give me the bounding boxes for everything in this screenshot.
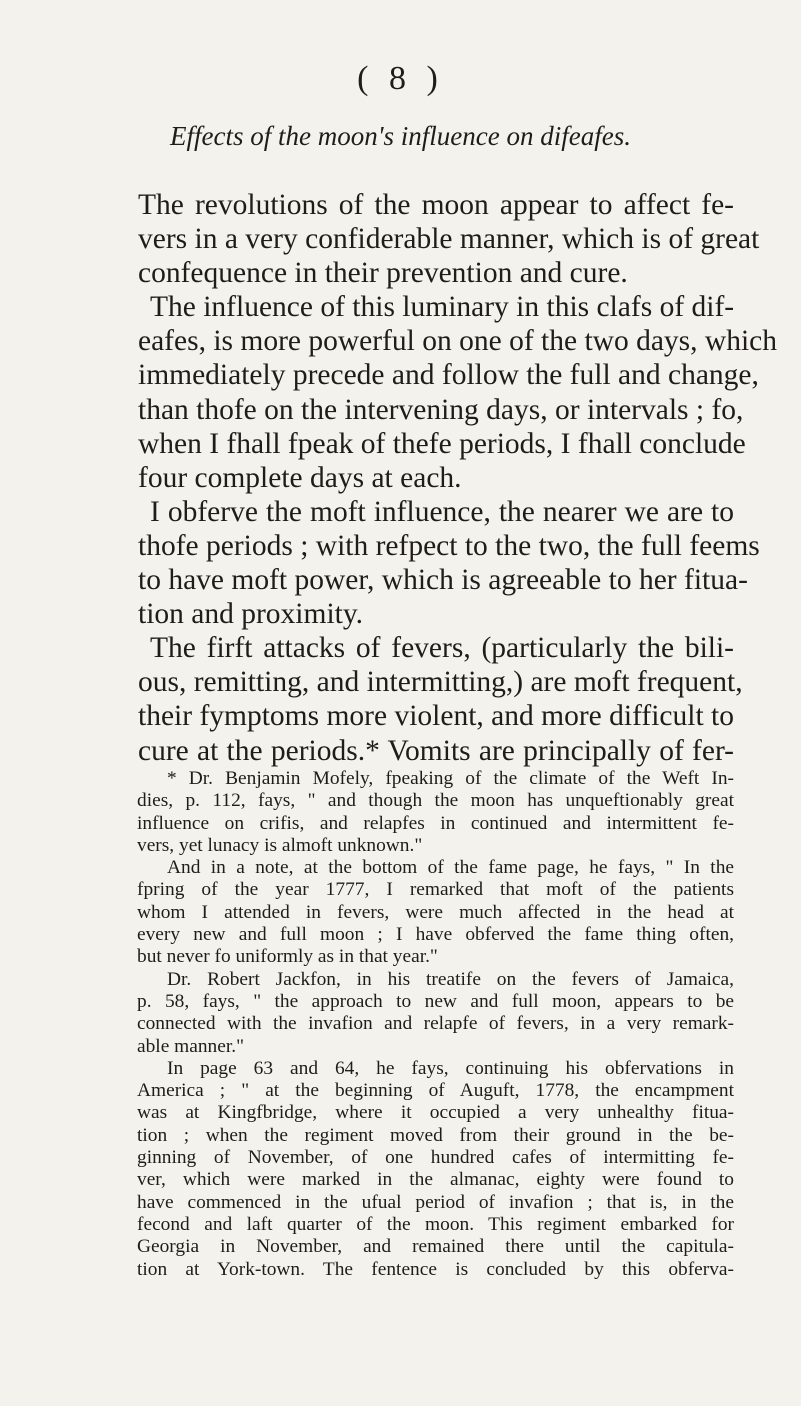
body-line: their fymptoms more violent, and more difficult to (138, 700, 734, 733)
footnote-line: ver, which were marked in the almanac, eighty were found to (137, 1169, 734, 1191)
footnote-line: every new and full moon ; I have obferved the fame thing often, (137, 924, 734, 946)
body-line: cure at the periods.* Vomits are principally of fer- (138, 734, 734, 767)
body-line: I obferve the moft influence, the nearer we are to (150, 495, 734, 528)
footnote-line: fecond and laft quarter of the moon. This regiment embarked for (137, 1213, 734, 1235)
footnote-line: fpring of the year 1777, I remarked that moft of the patients (137, 879, 734, 901)
body-line: The influence of this luminary in this clafs of dif- (150, 291, 735, 324)
body-line: eafes, is more powerful on one of the two days, which (138, 325, 777, 358)
footnote-text (137, 768, 734, 1281)
body-line: vers in a very confiderable manner, which is of great (138, 223, 760, 256)
body-line: thofe periods ; with refpect to the two, the full feems (138, 529, 760, 562)
footnote-line: influence on crifis, and relapfes in continued and intermittent fe- (137, 812, 734, 834)
body-line: confequence in their prevention and cure. (138, 257, 628, 290)
footnote-line: Dr. Robert Jackfon, in his treatife on the fevers of Jamaica, (167, 968, 734, 990)
footnote-line: ginning of November, of one hundred cafes of intermitting fe- (137, 1147, 734, 1169)
footnote-line: able manner." (137, 1035, 244, 1057)
footnote-line: * Dr. Benjamin Mofely, fpeaking of the climate of the Weft In- (167, 768, 734, 789)
main-body-text (138, 188, 777, 768)
footnote-line: whom I attended in fevers, were much affected in the head at (137, 901, 734, 923)
body-line: than thofe on the intervening days, or intervals ; fo, (138, 393, 744, 426)
body-line: immediately precede and follow the full and change, (138, 359, 759, 392)
footnote-line: Georgia in November, and remained there until the capitula- (137, 1236, 734, 1258)
footnote-line: connected with the invafion and relapfe of fevers, in a very remark- (137, 1013, 734, 1035)
footnote-line: vers, yet lunacy is almoft unknown." (137, 834, 423, 856)
footnote-line: p. 58, fays, " the approach to new and full moon, appears to be (137, 990, 734, 1012)
footnote-line: And in a note, at the bottom of the fame page, he fays, " In the (167, 857, 734, 879)
footnote-line: tion at York-town. The fentence is concluded by this obferva- (137, 1258, 734, 1280)
footnote-line: have commenced in the ufual period of invafion ; that is, in the (137, 1191, 734, 1213)
body-line: The revolutions of the moon appear to affect fe- (138, 189, 734, 221)
footnote-line: tion ; when the regiment moved from their ground in the be- (137, 1124, 734, 1146)
footnote-line: was at Kingfbridge, where it occupied a very unhealthy fitua- (137, 1102, 734, 1124)
footnote-line: America ; " at the beginning of Auguft, 1778, the encampment (137, 1080, 734, 1102)
footnote-line: but never fo uniformly as in that year." (137, 946, 438, 968)
body-line: The firft attacks of fevers, (particularly the bili- (150, 632, 734, 665)
page-number: ( 8 ) (357, 60, 444, 97)
footnote-line: In page 63 and 64, he fays, continuing his obfervations in (167, 1057, 734, 1079)
body-line: when I fhall fpeak of thefe periods, I fhall conclude (138, 427, 746, 460)
footnote-line: dies, p. 112, fays, " and though the moon has unqueftionably great (137, 790, 734, 812)
body-line: ous, remitting, and intermitting,) are moft frequent, (138, 666, 743, 699)
section-heading: Effects of the moon's influence on difeafes. (170, 121, 631, 151)
body-line: tion and proximity. (138, 598, 364, 631)
body-line: to have moft power, which is agreeable to her fitua- (138, 564, 748, 597)
body-line: four complete days at each. (138, 461, 462, 494)
